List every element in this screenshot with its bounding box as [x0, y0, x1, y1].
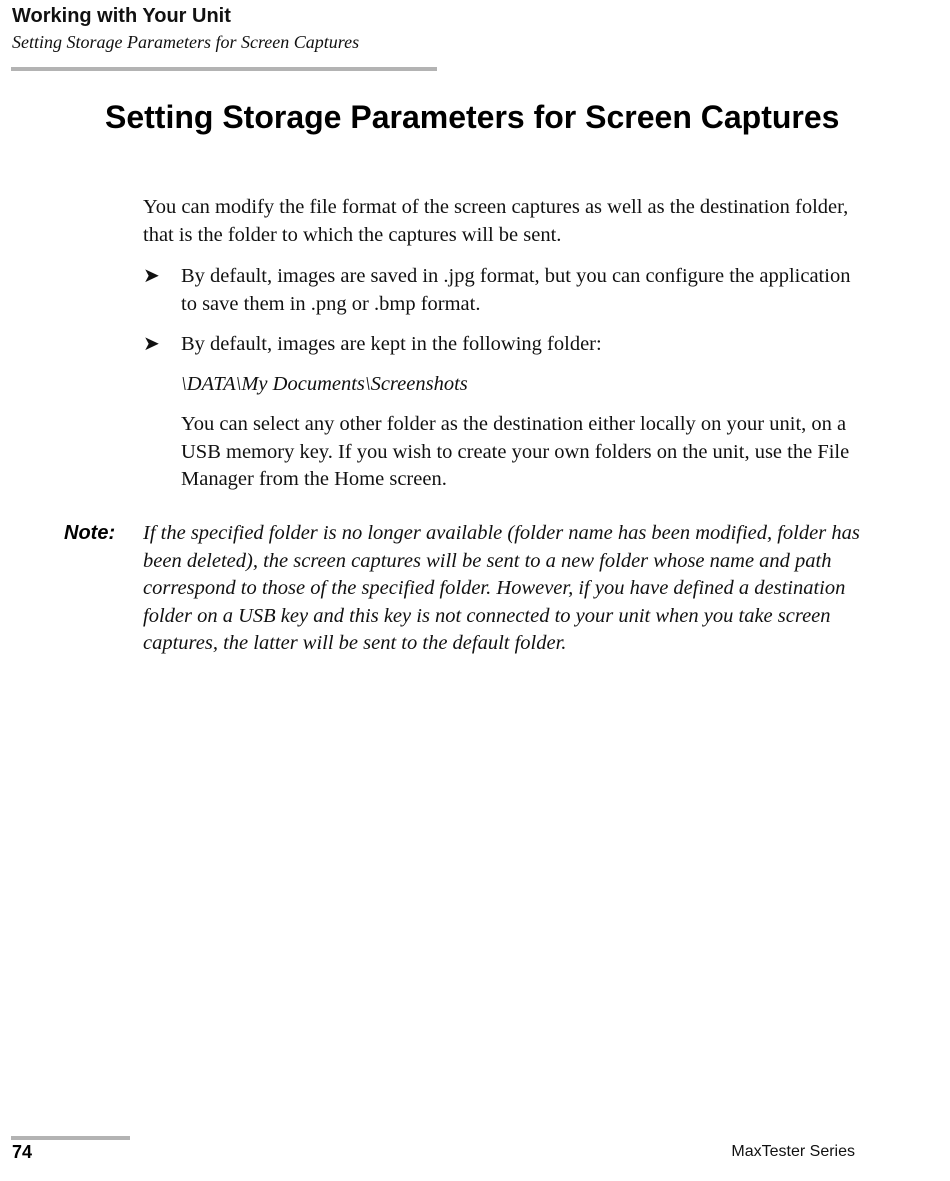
list-item-text: By default, images are saved in .jpg format, but you can configure the application to save them in .png or .bmp format.	[181, 265, 851, 315]
page-title: Setting Storage Parameters for Screen Captures	[105, 99, 840, 135]
list-item-text: By default, images are kept in the following folder:	[181, 333, 602, 355]
list-item	[143, 331, 863, 359]
chapter-title: Working with Your Unit	[12, 5, 231, 27]
running-header	[12, 3, 437, 55]
product-name: MaxTester Series	[731, 1143, 855, 1160]
arrow-bullet-icon: ➤	[143, 333, 160, 355]
header-divider	[11, 67, 437, 71]
section-subtitle: Setting Storage Parameters for Screen Captures	[12, 32, 360, 52]
intro-paragraph: You can modify the file format of the screen captures as well as the destination folder, that is the folder to which the captures will be sent.	[143, 196, 849, 246]
page-number: 74	[12, 1142, 33, 1162]
note-text: If the specified folder is no longer available (folder name has been modified, folder has been deleted), the screen captures will be sent to a new folder whose name and path correspond to those of the specified folder. However, if you have defined a destination folder on a USB key and this key is not connected to your unit when you take screen captures, the latter will be sent to the default folder.	[143, 522, 860, 654]
folder-detail-paragraph: You can select any other folder as the destination either locally on your unit, on a USB memory key. If you wish to create your own folders on the unit, use the File Manager from the Home screen.	[181, 413, 850, 490]
default-folder-path: \DATA\My Documents\Screenshots	[181, 373, 468, 395]
list-item	[143, 263, 863, 318]
footer-divider	[11, 1136, 130, 1140]
note-label: Note:	[64, 522, 116, 544]
arrow-bullet-icon: ➤	[143, 265, 160, 287]
